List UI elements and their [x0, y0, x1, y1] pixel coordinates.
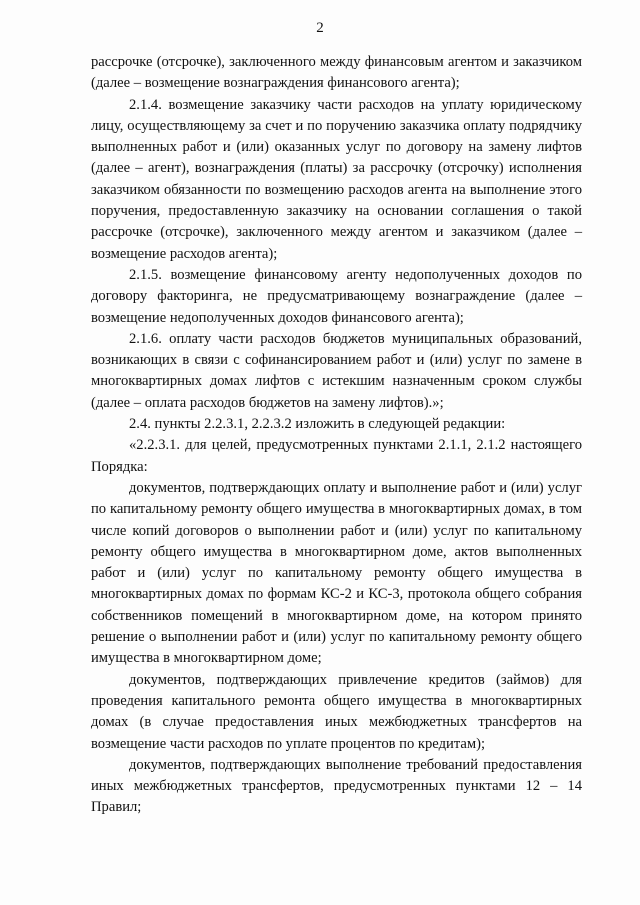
paragraph-documents-requirements: документов, подтверждающих выполнение требований предоставления иных межбюджетных трансфертов, предусмотренных пунктами 12 – 14 Правил;: [91, 756, 582, 816]
paragraph-2-1-4: 2.1.4. возмещение заказчику части расходов на уплату юридическому лицу, осуществляющему за счет и по поручению заказчика оплату подрядчику выполненных работ и (или) оказанных услуг по договору на замену лифтов (далее – агент), вознаграждения (платы) за рассрочку (отсрочку) исполнения заказчиком обязанности по возмещению расходов агента на выполнение этого поручения, предоставленную заказчику на основании соглашения о такой рассрочке (отсрочке), заключенного между агентом и заказчиком (далее – возмещение расходов агента);: [91, 96, 582, 262]
paragraph-2-1-6: 2.1.6. оплату части расходов бюджетов муниципальных образований, возникающих в связи с софинансированием работ и (или) услуг по замене в многоквартирных домах лифтов с истекшим назначенным сроком службы (далее – оплата расходов бюджетов на замену лифтов).»;: [91, 330, 582, 411]
paragraph-2-2-3-1: «2.2.3.1. для целей, предусмотренных пунктами 2.1.1, 2.1.2 настоящего Порядка:: [91, 437, 582, 475]
paragraph-2-1-5: 2.1.5. возмещение финансовому агенту недополученных доходов по договору факторинга, не предусматривающему вознаграждение (далее – возмещение недополученных доходов финансового агента);: [91, 266, 582, 326]
page-number: 2: [316, 20, 324, 36]
paragraph-documents-payment: документов, подтверждающих оплату и выполнение работ и (или) услуг по капитальному ремонту общего имущества в многоквартирных домах, в том числе копий договоров о выполнении работ и (или) услуг по капитальному ремонту общего имущества в многоквартирном доме, актов выполненных работ и (или) услуг по капитальному ремонту общего имущества в многоквартирных домах по формам КС-2 и КС-3, протокола общего собрания собственников помещений в многоквартирном доме, на котором принято решение о выполнении работ и (или) услуг по капитальному ремонту общего имущества в многоквартирном доме;: [91, 479, 582, 667]
paragraph-2-4: 2.4. пункты 2.2.3.1, 2.2.3.2 изложить в следующей редакции:: [129, 416, 506, 433]
paragraph-continuation: рассрочке (отсрочке), заключенного между финансовым агентом и заказчиком (далее – возмещение вознаграждения финансового агента);: [91, 54, 582, 92]
paragraph-documents-credits: документов, подтверждающих привлечение кредитов (займов) для проведения капитального ремонта общего имущества в многоквартирных домах (в случае предоставления иных межбюджетных трансфертов на возмещение части расходов по уплате процентов по кредитам);: [91, 671, 582, 752]
document-body: [91, 52, 582, 819]
